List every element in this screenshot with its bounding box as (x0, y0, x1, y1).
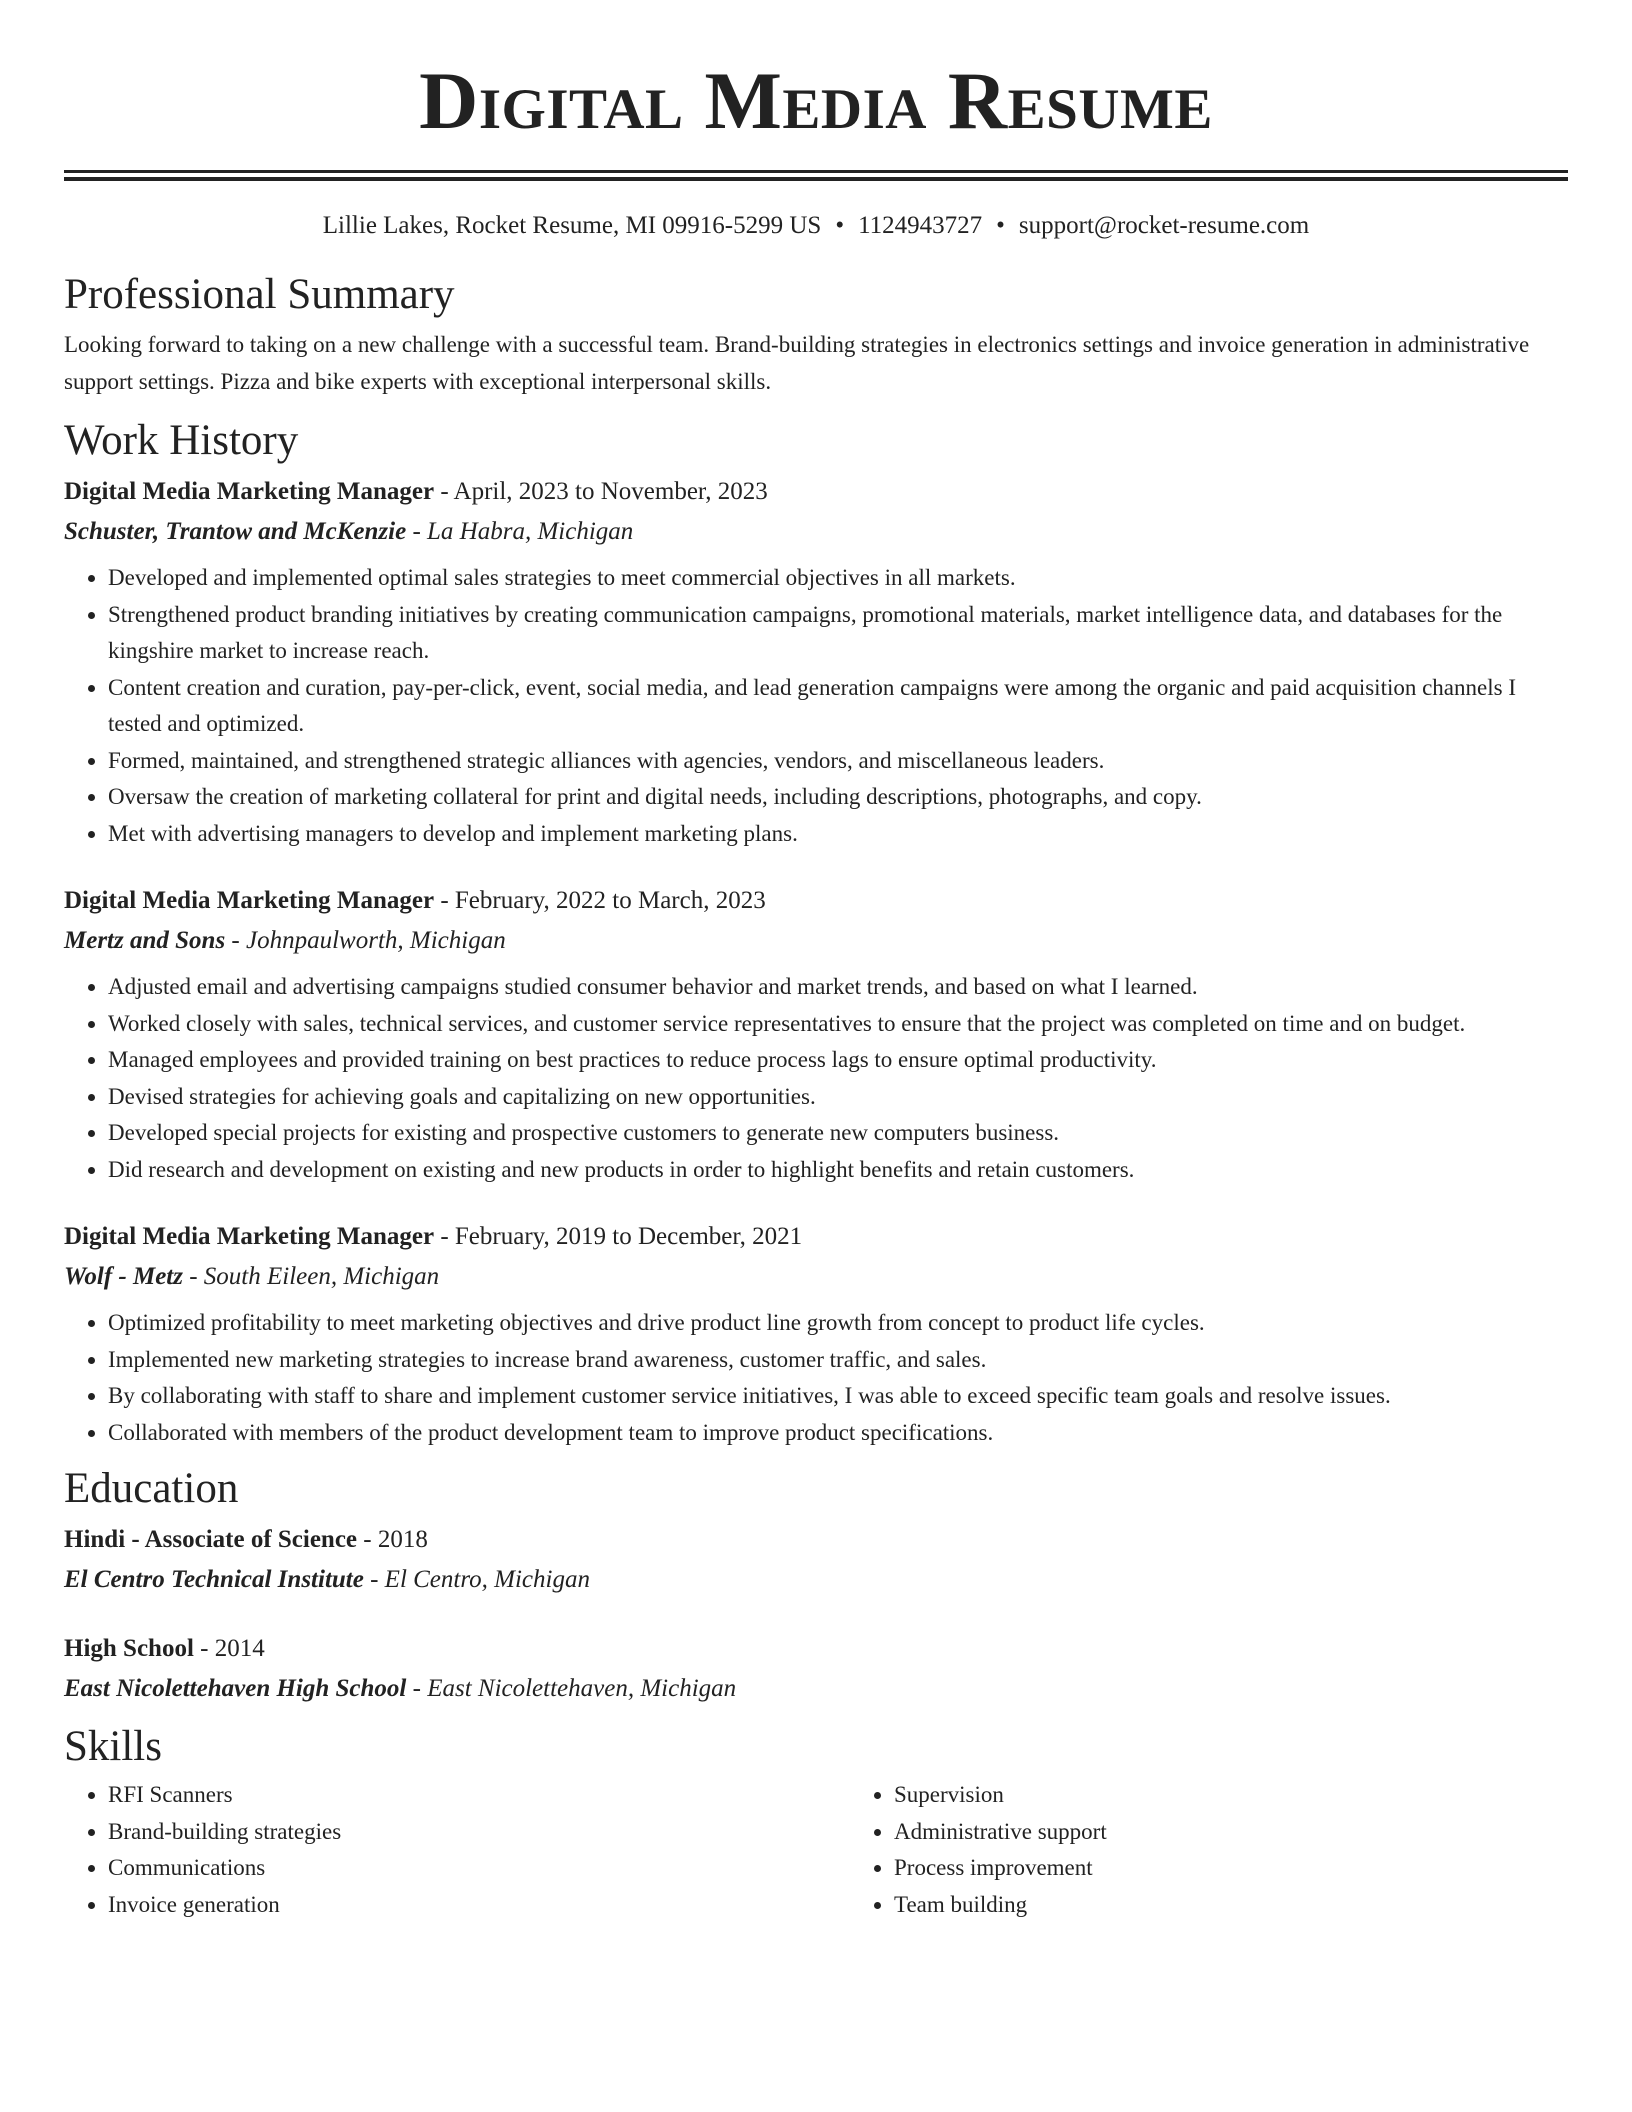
job-bullet: • Developed special projects for existing and prospective customers to generate new computers business. (108, 1115, 1568, 1152)
skill-item: • Brand-building strategies (108, 1814, 850, 1851)
skill-item: • Invoice generation (108, 1887, 850, 1924)
skill-item: • RFI Scanners (108, 1777, 850, 1814)
job-company-line (64, 512, 1568, 552)
job-bullet: • Implemented new marketing strategies to increase brand awareness, customer traffic, and sales. (108, 1342, 1568, 1379)
job-bullet: • By collaborating with staff to share and implement customer service initiatives, I was able to exceed specific team goals and resolve issues. (108, 1378, 1568, 1415)
job-bullet: • Optimized profitability to meet marketing objectives and drive product line growth from concept to product life cycles. (108, 1305, 1568, 1342)
skill-item: • Administrative support (894, 1814, 1632, 1851)
education-year: - 2014 (193, 1635, 265, 1662)
contact-address: Lillie Lakes, Rocket Resume, MI 09916-5299 US (322, 212, 822, 239)
job-title-line (64, 1217, 1568, 1257)
skills-column-right (850, 1777, 1632, 1923)
job-bullet: • Managed employees and provided training on best practices to reduce process lags to ensure optimal productivity. (108, 1042, 1568, 1079)
skill-item: • Supervision (894, 1777, 1632, 1814)
job-bullet: • Developed and implemented optimal sales strategies to meet commercial objectives in all markets. (108, 560, 1568, 597)
job-title: Digital Media Marketing Manager (64, 1223, 435, 1250)
job-bullets (64, 969, 1568, 1188)
job-bullet: • Content creation and curation, pay-per-click, event, social media, and lead generation campaigns were among the organic and paid acquisition channels I tested and optimized. (108, 670, 1568, 743)
education-year: - 2018 (357, 1526, 428, 1553)
job-location: - South Eileen, Michigan (182, 1263, 440, 1290)
job-bullets (64, 560, 1568, 852)
job-bullet: • Did research and development on existing and new products in order to highlight benefits and retain customers. (108, 1152, 1568, 1189)
job-company: Schuster, Trantow and McKenzie (64, 518, 407, 545)
skills-column-left (64, 1777, 850, 1923)
summary-text: Looking forward to taking on a new challenge with a successful team. Brand-building strategies in electronics settings and invoice generation in administrative support settings. Pizza and bike experts with exceptional interpersonal skills. (64, 332, 1530, 394)
job-bullet: • Oversaw the creation of marketing collateral for print and digital needs, including descriptions, photographs, and copy. (108, 779, 1568, 816)
job-company: Wolf - Metz (64, 1263, 183, 1290)
skill-item: • Communications (108, 1850, 850, 1887)
job-entry (64, 472, 1568, 852)
contact-line (64, 211, 1568, 241)
education-location: - El Centro, Michigan (363, 1566, 590, 1593)
resume-title: Digital Media Resume (419, 55, 1213, 146)
education-degree-line (64, 1629, 1568, 1669)
education-heading: Education (64, 1465, 239, 1512)
job-bullets (64, 1305, 1568, 1451)
job-company-line (64, 1257, 1568, 1297)
skill-item: • Team building (894, 1887, 1632, 1924)
job-dates: - February, 2022 to March, 2023 (434, 887, 766, 914)
job-entry (64, 1217, 1568, 1451)
education-school: El Centro Technical Institute (64, 1566, 364, 1593)
job-company: Mertz and Sons (64, 927, 226, 954)
skills-heading: Skills (64, 1723, 162, 1770)
education-degree: High School (64, 1635, 194, 1662)
job-bullet: • Collaborated with members of the product development team to improve product specifications. (108, 1415, 1568, 1452)
job-dates: - February, 2019 to December, 2021 (434, 1223, 803, 1250)
resume-page (64, 0, 1568, 1923)
job-bullet: • Met with advertising managers to develop and implement marketing plans. (108, 816, 1568, 853)
job-bullet: • Worked closely with sales, technical services, and customer service representatives to ensure that the project was completed on time and on budget. (108, 1006, 1568, 1043)
contact-separator: • (996, 212, 1005, 239)
skills-list (64, 1777, 1568, 1923)
education-entry (64, 1520, 1568, 1600)
job-bullet: • Strengthened product branding initiatives by creating communication campaigns, promotional materials, market intelligence data, and databases for the kingshire market to increase reach. (108, 597, 1568, 670)
education-school-line (64, 1669, 1568, 1709)
education-entry (64, 1629, 1568, 1709)
contact-separator: • (835, 212, 845, 239)
job-location: - La Habra, Michigan (406, 518, 634, 545)
job-title: Digital Media Marketing Manager (64, 478, 435, 505)
job-title-line (64, 881, 1568, 921)
contact-email: support@rocket-resume.com (1018, 212, 1310, 239)
education-degree-line (64, 1520, 1568, 1560)
job-bullet: • Adjusted email and advertising campaigns studied consumer behavior and market trends, and based on what I learned. (108, 969, 1568, 1006)
title-divider (64, 170, 1568, 181)
job-title: Digital Media Marketing Manager (64, 887, 435, 914)
education-degree: Hindi - Associate of Science (64, 1526, 358, 1553)
job-title-line (64, 472, 1568, 512)
education-school-line (64, 1560, 1568, 1600)
contact-phone: 1124943727 (858, 212, 983, 239)
work-history-heading: Work History (64, 417, 299, 464)
education-school: East Nicolettehaven High School (64, 1675, 407, 1702)
job-bullet: • Devised strategies for achieving goals and capitalizing on new opportunities. (108, 1079, 1568, 1116)
job-entry (64, 881, 1568, 1188)
summary-heading: Professional Summary (64, 271, 455, 318)
job-dates: - April, 2023 to November, 2023 (434, 478, 768, 505)
job-company-line (64, 921, 1568, 961)
education-location: - East Nicolettehaven, Michigan (406, 1675, 737, 1702)
skill-item: • Process improvement (894, 1850, 1632, 1887)
job-bullet: • Formed, maintained, and strengthened strategic alliances with agencies, vendors, and miscellaneous leaders. (108, 743, 1568, 780)
job-location: - Johnpaulworth, Michigan (225, 927, 506, 954)
